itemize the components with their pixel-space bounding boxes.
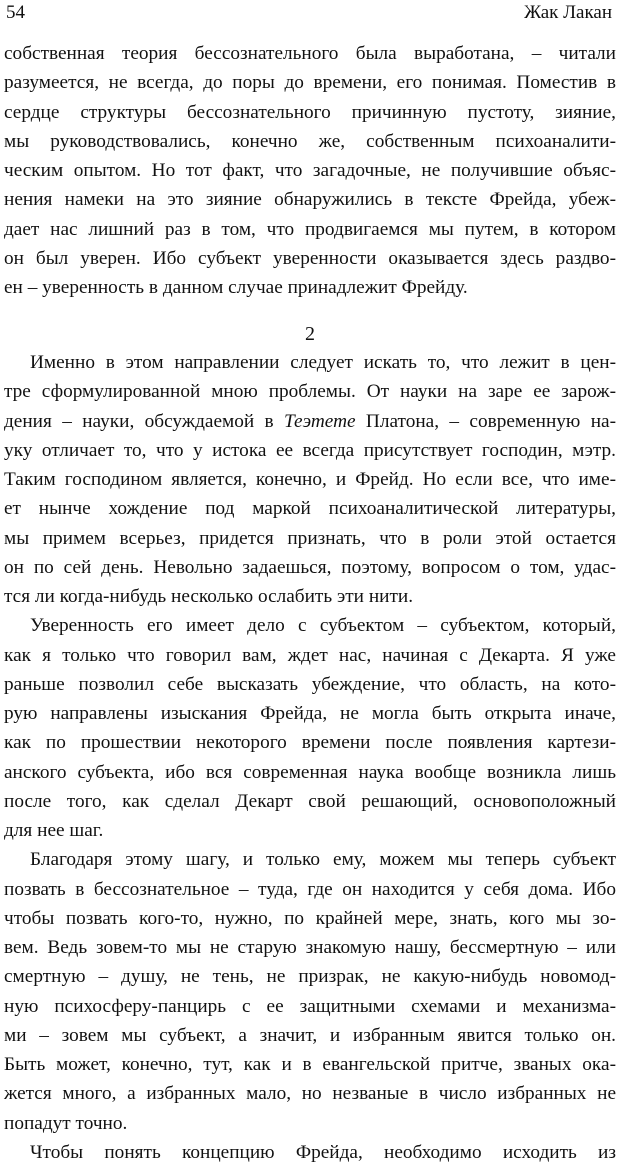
text-line: после того, как сделал Декарт свой решающий, основоположный bbox=[4, 790, 616, 812]
text-line: как по прошествии некоторого времени после появления картези- bbox=[4, 732, 616, 754]
text-fragment: дения – науки, обсуждаемой в bbox=[4, 410, 285, 432]
text-line: Уверенность его имеет дело с субъектом – субъектом, который, bbox=[30, 615, 616, 637]
text-line: дает нас лишний раз в том, что продвигаемся мы путем, в котором bbox=[4, 218, 616, 240]
text-line: Именно в этом направлении следует искать то, что лежит в цен- bbox=[30, 352, 616, 373]
text-line: жется много, а избранных мало, но незваные в число избранных не bbox=[4, 1083, 616, 1105]
text-line: ен – уверенность в данном случае принадлежит Фрейду. bbox=[4, 277, 468, 298]
text-line: ную психосферу-панцирь с ее защитными схемами и механизма- bbox=[4, 995, 616, 1017]
text-line: Благодаря этому шагу, и только ему, можем мы теперь субъект bbox=[30, 849, 616, 871]
text-line: собственная теория бессознательного была выработана, – читали bbox=[4, 43, 616, 64]
text-fragment: Платона, – современную на- bbox=[355, 410, 616, 432]
text-line: он по сей день. Невольно задаешься, поэтому, вопросом о том, удас- bbox=[4, 556, 616, 578]
text-line: смертную – душу, не тень, не призрак, не какую-нибудь новомод- bbox=[4, 966, 616, 988]
text-line: тре сформулированной мною проблемы. От науки на заре ее зарож- bbox=[4, 381, 616, 403]
page-number: 54 bbox=[6, 2, 25, 23]
text-line: рую направлены изыскания Фрейда, не могла быть открыта иначе, bbox=[4, 703, 616, 724]
main-text bbox=[4, 348, 616, 1167]
text-line: как я только что говорил вам, ждет нас, начиная с Декарта. Я уже bbox=[4, 644, 616, 666]
text-line: вем. Ведь зовем-то мы не старую знакомую нашу, бессмертную – или bbox=[4, 937, 616, 958]
paragraph-continued bbox=[4, 39, 616, 302]
running-title: Жак Лакан bbox=[524, 2, 612, 23]
text-line: сердце структуры бессознательного причинную пустоту, зияние, bbox=[4, 101, 616, 123]
text-line: тся ли когда-нибудь несколько ослабить эти нити. bbox=[4, 586, 414, 607]
text-line: ет нынче хождение под маркой психоаналитической литературы, bbox=[4, 498, 616, 520]
text-line: мы руководствовались, конечно же, собственным психоаналити- bbox=[4, 130, 616, 152]
text-line: Быть может, конечно, тут, как и в евангельской притче, званых ока- bbox=[4, 1054, 616, 1075]
text-line: раньше позволил себе высказать убеждение, что область, на кото- bbox=[4, 673, 616, 695]
running-header bbox=[6, 0, 612, 28]
text-line: он был уверен. Ибо субъект уверенности оказывается здесь раздво- bbox=[4, 247, 616, 269]
text-line: мы примем всерьез, придется признать, что в роли этой остается bbox=[4, 527, 616, 549]
text-line: анского субъекта, ибо вся современная наука вообще возникла лишь bbox=[4, 761, 616, 783]
text-line: ми – зовем мы субъект, а значит, и избранным явится только он. bbox=[4, 1024, 616, 1046]
text-line-with-italic bbox=[4, 407, 616, 436]
section-number: 2 bbox=[305, 323, 315, 345]
text-line: Таким господином является, конечно, и Фрейд. Но если все, что име- bbox=[4, 469, 616, 490]
text-line: Чтобы понять концепцию Фрейда, необходимо исходить из bbox=[30, 1141, 616, 1163]
text-line: попадут точно. bbox=[4, 1112, 128, 1134]
text-line: позвать в бессознательное – туда, где он находится у себя дома. Ибо bbox=[4, 878, 616, 900]
text-line: чтобы позвать кого-то, нужно, по крайней мере, знать, кого мы зо- bbox=[4, 907, 616, 929]
italic-title: Теэтете bbox=[284, 410, 356, 432]
text-line: разумеется, не всегда, до поры до времени, его понимая. Поместив в bbox=[4, 72, 616, 94]
text-line: нения намеки на это зияние обнаружились в тексте Фрейда, убеж- bbox=[4, 189, 616, 211]
text-line: для нее шаг. bbox=[4, 820, 104, 841]
text-line: уку отличает то, что у истока ее всегда присутствует господин, мэтр. bbox=[4, 439, 616, 461]
text-line: ческим опытом. Но тот факт, что загадочные, не получившие объяс- bbox=[4, 160, 616, 181]
